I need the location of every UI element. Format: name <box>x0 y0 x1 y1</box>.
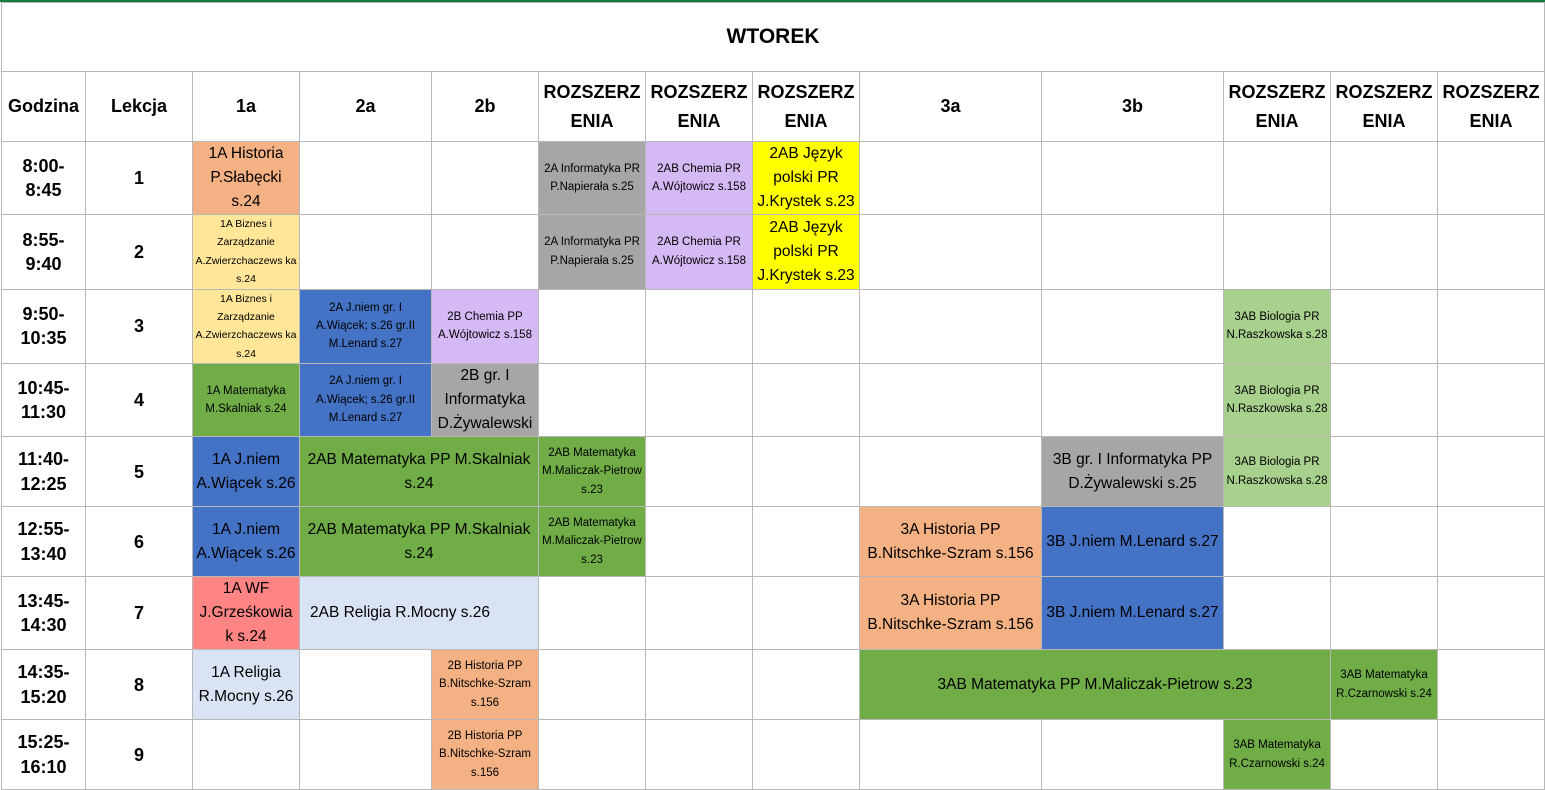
header-lekcja: Lekcja <box>86 72 193 142</box>
empty-cell <box>539 289 646 364</box>
lesson-cell: 2AB Chemia PR A.Wójtowicz s.158 <box>646 215 753 290</box>
empty-cell <box>1331 215 1438 290</box>
lesson-cell: 2AB Matematyka M.Maliczak-Pietrow s.23 <box>539 437 646 507</box>
header-1a: 1a <box>193 72 300 142</box>
empty-cell <box>1224 215 1331 290</box>
empty-cell <box>432 215 539 290</box>
empty-cell <box>1224 142 1331 215</box>
lesson-cell: 3B J.niem M.Lenard s.27 <box>1042 577 1224 650</box>
empty-cell <box>860 364 1042 437</box>
lesson-cell: 2A Informatyka PR P.Napierała s.25 <box>539 142 646 215</box>
header-rozszerzenia-6: ROZSZERZ ENIA <box>1438 72 1545 142</box>
lesson-number: 2 <box>86 215 193 290</box>
lesson-cell: 3B gr. I Informatyka PP D.Żywalewski s.25 <box>1042 437 1224 507</box>
header-row <box>2 72 1545 142</box>
empty-cell <box>300 215 432 290</box>
lesson-cell: 1A Biznes i Zarządzanie A.Zwierzchaczews ka s.24 <box>193 215 300 290</box>
empty-cell <box>432 142 539 215</box>
empty-cell <box>646 507 753 577</box>
empty-cell <box>300 720 432 790</box>
lesson-cell: 1A Matematyka M.Skalniak s.24 <box>193 364 300 437</box>
lesson-row-9 <box>2 720 1545 790</box>
lesson-row-8 <box>2 650 1545 720</box>
lesson-row-6 <box>2 507 1545 577</box>
time-cell: 9:50- 10:35 <box>2 289 86 364</box>
time-cell: 12:55- 13:40 <box>2 507 86 577</box>
lesson-number: 5 <box>86 437 193 507</box>
lesson-number: 3 <box>86 289 193 364</box>
lesson-cell: 3AB Matematyka R.Czarnowski s.24 <box>1224 720 1331 790</box>
empty-cell <box>1331 507 1438 577</box>
header-rozszerzenia-4: ROZSZERZ ENIA <box>1224 72 1331 142</box>
empty-cell <box>646 650 753 720</box>
empty-cell <box>1438 577 1545 650</box>
lesson-cell: 1A J.niem A.Wiącek s.26 <box>193 507 300 577</box>
lesson-cell: 3A Historia PP B.Nitschke-Szram s.156 <box>860 577 1042 650</box>
empty-cell <box>1438 650 1545 720</box>
header-2b: 2b <box>432 72 539 142</box>
lesson-cell: 2B Historia PP B.Nitschke-Szram s.156 <box>432 650 539 720</box>
lesson-cell: 2AB Matematyka PP M.Skalniak s.24 <box>300 507 539 577</box>
empty-cell <box>193 720 300 790</box>
empty-cell <box>646 364 753 437</box>
empty-cell <box>1438 437 1545 507</box>
lesson-row-1 <box>2 142 1545 215</box>
lesson-cell: 3AB Biologia PR N.Raszkowska s.28 <box>1224 289 1331 364</box>
lesson-row-3 <box>2 289 1545 364</box>
empty-cell <box>753 577 860 650</box>
empty-cell <box>539 364 646 437</box>
lesson-number: 7 <box>86 577 193 650</box>
empty-cell <box>1331 142 1438 215</box>
lesson-cell: 2AB Język polski PR J.Krystek s.23 <box>753 142 860 215</box>
empty-cell <box>1438 720 1545 790</box>
header-rozszerzenia-5: ROZSZERZ ENIA <box>1331 72 1438 142</box>
empty-cell <box>753 437 860 507</box>
empty-cell <box>753 364 860 437</box>
empty-cell <box>1438 215 1545 290</box>
header-3a: 3a <box>860 72 1042 142</box>
lesson-number: 6 <box>86 507 193 577</box>
empty-cell <box>539 650 646 720</box>
empty-cell <box>646 289 753 364</box>
empty-cell <box>1438 142 1545 215</box>
empty-cell <box>300 650 432 720</box>
lesson-cell: 2AB Język polski PR J.Krystek s.23 <box>753 215 860 290</box>
empty-cell <box>860 437 1042 507</box>
empty-cell <box>753 650 860 720</box>
header-rozszerzenia-2: ROZSZERZ ENIA <box>646 72 753 142</box>
empty-cell <box>860 142 1042 215</box>
lesson-number: 4 <box>86 364 193 437</box>
empty-cell <box>1331 437 1438 507</box>
empty-cell <box>1331 364 1438 437</box>
time-cell: 10:45- 11:30 <box>2 364 86 437</box>
empty-cell <box>1438 507 1545 577</box>
lesson-cell: 3AB Biologia PR N.Raszkowska s.28 <box>1224 364 1331 437</box>
lesson-cell: 1A Historia P.Słabęcki s.24 <box>193 142 300 215</box>
empty-cell <box>1331 720 1438 790</box>
lesson-cell: 3A Historia PP B.Nitschke-Szram s.156 <box>860 507 1042 577</box>
lesson-cell: 1A Religia R.Mocny s.26 <box>193 650 300 720</box>
empty-cell <box>860 720 1042 790</box>
time-cell: 15:25- 16:10 <box>2 720 86 790</box>
time-cell: 13:45- 14:30 <box>2 577 86 650</box>
header-rozszerzenia-1: ROZSZERZ ENIA <box>539 72 646 142</box>
lesson-cell: 1A J.niem A.Wiącek s.26 <box>193 437 300 507</box>
empty-cell <box>753 289 860 364</box>
empty-cell <box>753 720 860 790</box>
lesson-number: 9 <box>86 720 193 790</box>
lesson-number: 8 <box>86 650 193 720</box>
day-title: WTOREK <box>2 3 1545 72</box>
header-3b: 3b <box>1042 72 1224 142</box>
empty-cell <box>1042 364 1224 437</box>
empty-cell <box>1224 507 1331 577</box>
empty-cell <box>1438 364 1545 437</box>
lesson-row-2 <box>2 215 1545 290</box>
empty-cell <box>646 437 753 507</box>
empty-cell <box>646 720 753 790</box>
lesson-cell: 2B Historia PP B.Nitschke-Szram s.156 <box>432 720 539 790</box>
lesson-cell: 2AB Matematyka M.Maliczak-Pietrow s.23 <box>539 507 646 577</box>
time-cell: 8:00- 8:45 <box>2 142 86 215</box>
empty-cell <box>539 720 646 790</box>
empty-cell <box>1042 720 1224 790</box>
lesson-cell: 2AB Religia R.Mocny s.26 <box>300 577 539 650</box>
lesson-cell: 2A Informatyka PR P.Napierała s.25 <box>539 215 646 290</box>
empty-cell <box>1331 289 1438 364</box>
lesson-cell: 2B gr. I Informatyka D.Żywalewski <box>432 364 539 437</box>
lesson-row-5 <box>2 437 1545 507</box>
empty-cell <box>1042 289 1224 364</box>
time-cell: 11:40- 12:25 <box>2 437 86 507</box>
lesson-cell: 2AB Chemia PR A.Wójtowicz s.158 <box>646 142 753 215</box>
empty-cell <box>1438 289 1545 364</box>
lesson-row-4 <box>2 364 1545 437</box>
empty-cell <box>1042 215 1224 290</box>
header-godzina: Godzina <box>2 72 86 142</box>
lesson-cell: 3AB Matematyka PP M.Maliczak-Pietrow s.23 <box>860 650 1331 720</box>
time-cell: 8:55- 9:40 <box>2 215 86 290</box>
lesson-cell: 1A WF J.Grześkowia k s.24 <box>193 577 300 650</box>
timetable <box>1 2 1545 790</box>
lesson-number: 1 <box>86 142 193 215</box>
header-2a: 2a <box>300 72 432 142</box>
empty-cell <box>539 577 646 650</box>
lesson-cell: 3AB Biologia PR N.Raszkowska s.28 <box>1224 437 1331 507</box>
lesson-cell: 3AB Matematyka R.Czarnowski s.24 <box>1331 650 1438 720</box>
lesson-cell: 2B Chemia PP A.Wójtowicz s.158 <box>432 289 539 364</box>
lesson-cell: 1A Biznes i Zarządzanie A.Zwierzchaczews ka s.24 <box>193 289 300 364</box>
empty-cell <box>860 215 1042 290</box>
empty-cell <box>1042 142 1224 215</box>
empty-cell <box>646 577 753 650</box>
empty-cell <box>753 507 860 577</box>
lesson-cell: 2AB Matematyka PP M.Skalniak s.24 <box>300 437 539 507</box>
empty-cell <box>860 289 1042 364</box>
lesson-cell: 3B J.niem M.Lenard s.27 <box>1042 507 1224 577</box>
lesson-cell: 2A J.niem gr. I A.Wiącek; s.26 gr.II M.Lenard s.27 <box>300 289 432 364</box>
time-cell: 14:35- 15:20 <box>2 650 86 720</box>
empty-cell <box>300 142 432 215</box>
empty-cell <box>1224 577 1331 650</box>
header-rozszerzenia-3: ROZSZERZ ENIA <box>753 72 860 142</box>
empty-cell <box>1331 577 1438 650</box>
lesson-row-7 <box>2 577 1545 650</box>
lesson-cell: 2A J.niem gr. I A.Wiącek; s.26 gr.II M.Lenard s.27 <box>300 364 432 437</box>
